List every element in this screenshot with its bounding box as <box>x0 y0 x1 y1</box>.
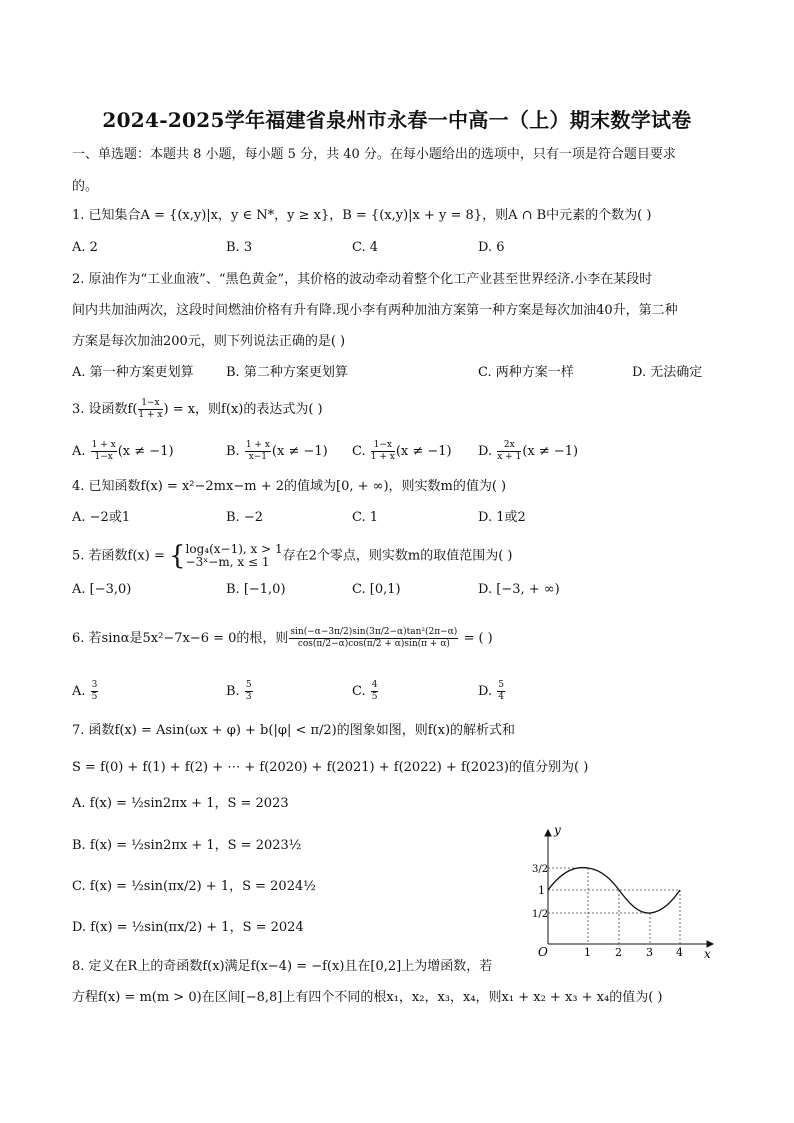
q5-stem <box>72 543 513 569</box>
q3-c-num: 1−x <box>371 440 395 452</box>
q3-option-b-tail: (x ≠ −1) <box>271 444 328 459</box>
q6-option-c[interactable] <box>352 680 379 703</box>
q3-option-a-frac <box>91 440 117 463</box>
q2-stem-line2: 间内共加油两次，这段时间燃油价格有升有降.现小李有两种加油方案第一种方案是每次加油40升，第二种 <box>72 303 678 318</box>
x-tick-2: 2 <box>615 946 622 959</box>
q2-stem-line1: 2. 原油作为“工业血液”、“黑色黄金”，其价格的波动牵动着整个化工产业甚至世界经济.小李在某段时 <box>72 272 653 287</box>
q6-option-a[interactable] <box>72 680 99 703</box>
q6-c-frac <box>371 680 379 703</box>
q6-stem-pre: 6. 若sinα是5x²−7x−6 = 0的根，则 <box>72 631 289 646</box>
q3-b-den: x−1 <box>248 452 268 462</box>
q7-stem-line2: S = f(0) + f(1) + f(2) + ⋯ + f(2020) + f(2021) + f(2022) + f(2023)的值分别为( ) <box>72 760 589 775</box>
x-axis-label: x <box>704 947 711 961</box>
q4-option-b[interactable]: B. −2 <box>226 510 263 525</box>
q7-option-b[interactable]: B. f(x) = ½sin2πx + 1，S = 2023½ <box>72 838 302 853</box>
q6-frac-den: cos(π/2−α)cos(π/2 + α)sin(π + α) <box>297 639 450 649</box>
q6-frac-num: sin(−α−3π/2)sin(3π/2−α)tan²(2π−α) <box>290 627 458 637</box>
q7-function-graph <box>528 822 728 962</box>
q2-option-b[interactable]: B. 第二种方案更划算 <box>226 365 348 380</box>
q6-stem-post: = ( ) <box>459 631 493 646</box>
q1-option-a[interactable]: A. 2 <box>72 240 98 255</box>
q3-c-den: 1 + x <box>370 452 395 462</box>
q7-option-d[interactable]: D. f(x) = ½sin(πx/2) + 1，S = 2024 <box>72 920 304 935</box>
q1-option-c[interactable]: C. 4 <box>352 240 379 255</box>
q6-d-label: D. <box>478 684 497 699</box>
q4-option-d[interactable]: D. 1或2 <box>478 510 526 525</box>
q6-b-den: 3 <box>245 692 252 702</box>
q6-c-den: 5 <box>371 692 378 702</box>
q3-option-a[interactable] <box>72 440 174 463</box>
q3-option-c-label: C. <box>352 444 370 459</box>
q5-cases <box>186 543 283 569</box>
y-axis-arrow <box>545 830 551 836</box>
q6-c-label: C. <box>352 684 370 699</box>
q3-option-d-label: D. <box>478 444 497 459</box>
q6-b-frac <box>245 680 253 703</box>
q6-d-frac <box>497 680 505 703</box>
guide-lines <box>548 868 680 944</box>
x-tick-1: 1 <box>584 946 591 959</box>
q6-option-b[interactable] <box>226 680 254 703</box>
y-tick-3-2: 3/2 <box>532 864 549 875</box>
q6-c-num: 4 <box>371 680 378 690</box>
y-tick-1: 1 <box>538 884 545 897</box>
q3-option-c-frac <box>371 440 395 463</box>
q5-case2: −3ˣ−m, x ≤ 1 <box>185 555 270 569</box>
q6-a-den: 5 <box>91 692 98 702</box>
q3-option-c-tail: (x ≠ −1) <box>395 444 452 459</box>
q6-b-num: 5 <box>245 680 252 690</box>
q6-a-num: 3 <box>91 680 98 690</box>
q6-a-label: A. <box>72 684 90 699</box>
section-heading: 一、单选题：本题共 8 小题，每小题 5 分，共 40 分。在每小题给出的选项中，只有一项是符合题目要求 <box>72 147 676 162</box>
q1-option-b[interactable]: B. 3 <box>226 240 253 255</box>
q6-fraction <box>289 627 458 650</box>
q3-option-d-frac <box>497 440 521 463</box>
q5-brace: { <box>168 541 186 571</box>
q3-option-b[interactable] <box>226 440 328 463</box>
q2-stem-line3: 方案是每次加油200元，则下列说法正确的是( ) <box>72 334 346 349</box>
q1-option-d[interactable]: D. 6 <box>478 240 505 255</box>
q6-d-num: 5 <box>498 680 504 690</box>
q3-option-d[interactable] <box>478 440 578 463</box>
q3-a-den: 1−x <box>94 452 113 462</box>
q3-option-a-label: A. <box>72 444 90 459</box>
y-tick-1-2: 1/2 <box>532 909 549 920</box>
q7-option-a[interactable]: A. f(x) = ½sin2πx + 1，S = 2023 <box>72 796 289 811</box>
q3-d-den: x + 1 <box>497 452 522 462</box>
q5-option-a[interactable]: A. [−3,0) <box>72 582 132 597</box>
q7-stem-line1: 7. 函数f(x) = Asin(ωx + φ) + b(|φ| < π/2)的图象如图，则f(x)的解析式和 <box>72 723 516 738</box>
q3-stem <box>72 398 323 421</box>
q3-frac-num: 1−x <box>138 398 162 410</box>
q2-option-a[interactable]: A. 第一种方案更划算 <box>72 365 194 380</box>
origin-label: O <box>538 945 548 959</box>
q3-stem-pre: 3. 设函数f( <box>72 402 138 417</box>
q6-option-d[interactable] <box>478 680 506 703</box>
q1-stem: 1. 已知集合A = {(x,y)|x，y ∈ N*，y ≥ x}，B = {(x,y)|x + y = 8}，则A ∩ B中元素的个数为( ) <box>72 208 652 223</box>
q4-option-c[interactable]: C. 1 <box>352 510 379 525</box>
q5-option-c[interactable]: C. [0,1) <box>352 582 401 597</box>
q5-option-b[interactable]: B. [−1,0) <box>226 582 286 597</box>
y-axis-label: y <box>554 823 561 837</box>
q6-d-den: 4 <box>498 692 504 702</box>
q2-option-c[interactable]: C. 两种方案一样 <box>478 365 574 380</box>
x-tick-4: 4 <box>676 946 683 959</box>
q3-frac-den: 1 + x <box>138 410 163 420</box>
q2-option-d[interactable]: D. 无法确定 <box>632 365 703 380</box>
q3-stem-post: ) = x，则f(x)的表达式为( ) <box>163 402 323 417</box>
q3-option-b-frac <box>245 440 271 463</box>
q5-stem-post: 存在2个零点，则实数m的取值范围为( ) <box>282 548 513 564</box>
q6-a-frac <box>91 680 99 703</box>
q3-a-num: 1 + x <box>91 440 116 450</box>
q3-option-a-tail: (x ≠ −1) <box>117 444 174 459</box>
q8-stem-line2: 方程f(x) = m(m > 0)在区间[−8,8]上有四个不同的根x₁，x₂，x₃，x₄，则x₁ + x₂ + x₃ + x₄的值为( ) <box>72 990 663 1005</box>
q4-stem: 4. 已知函数f(x) = x²−2mx−m + 2的值域为[0, + ∞)，则实数m的值为( ) <box>72 479 507 494</box>
x-tick-3: 3 <box>646 946 653 959</box>
q3-option-d-tail: (x ≠ −1) <box>522 444 579 459</box>
q7-option-c[interactable]: C. f(x) = ½sin(πx/2) + 1，S = 2024½ <box>72 879 316 894</box>
q5-option-d[interactable]: D. [−3, + ∞) <box>478 582 560 597</box>
q8-stem-line1: 8. 定义在R上的奇函数f(x)满足f(x−4) = −f(x)且在[0,2]上为增函数，若 <box>72 959 493 974</box>
q4-option-a[interactable]: A. −2或1 <box>72 510 131 525</box>
q5-stem-pre: 5. 若函数f(x) = <box>72 548 169 564</box>
q3-option-c[interactable] <box>352 440 452 463</box>
q6-b-label: B. <box>226 684 244 699</box>
q6-stem <box>72 627 493 650</box>
q3-option-b-label: B. <box>226 444 244 459</box>
q3-stem-fraction <box>138 398 162 421</box>
q3-d-num: 2x <box>497 440 521 452</box>
q5-case1: log₄(x−1), x > 1 <box>185 542 283 556</box>
q3-b-num: 1 + x <box>245 440 270 450</box>
section-heading-cont: 的。 <box>72 179 99 194</box>
page-title: 2024-2025学年福建省泉州市永春一中高一（上）期末数学试卷 <box>102 108 692 132</box>
